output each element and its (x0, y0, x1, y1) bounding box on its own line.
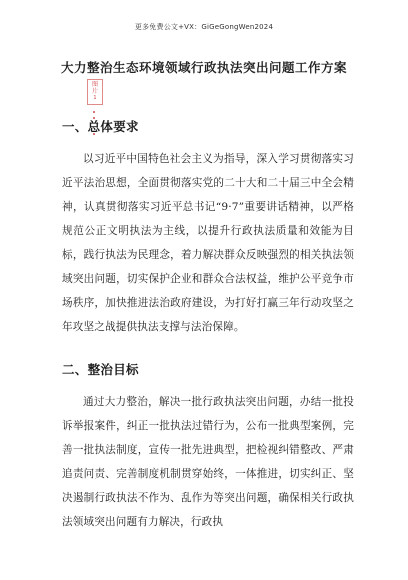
stamp-dot (93, 111, 95, 113)
stamp-number: 1 (93, 95, 97, 101)
section-heading-general-requirements: 一、总体要求 (62, 119, 139, 134)
stamp-char-1: 图 (91, 81, 98, 88)
section-heading-goals: 二、整治目标 (62, 362, 139, 377)
stamp-char-2: 片 (91, 88, 98, 95)
image-placeholder-stamp (87, 79, 103, 105)
watermark-text: 更多免费公文+VX：GiGeGongWen2024 (134, 23, 274, 31)
section-paragraph-general-requirements: 以习近平中国特色社会主义为指导，深入学习贯彻落实习近平法治思想，全面贯彻落实党的二十大和二十届三中全会精神，认真贯彻落实习近平总书记“9·7”重要讲话精神，以严格规范公正文明执法为主线，以提升行政执法质量和效能为目标，践行执法为民理念，着力解决群众反映强烈的相关执法领域突出问题，切实保护企业和群众合法权益，维护公平竞争市场秩序，加快推进法治政府建设，为打好打赢三年行动攻坚之年攻坚之战提供执法支撑与法治保障。 (62, 153, 354, 333)
document-title: 大力整治生态环境领域行政执法突出问题工作方案 (60, 60, 347, 75)
section-paragraph-goals: 通过大力整治，解决一批行政执法突出问题，办结一批投诉举报案件，纠正一批执法过错行为，公布一批典型案例，完善一批执法制度，宣传一批先进典型，把检视纠错整改、严肃追责问责、完善制度机制贯穿始终，一体推进，切实纠正、坚决遏制行政执法不作为、乱作为等突出问题，确保相关行政执法领域突出问题有力解决，行政执 (62, 396, 354, 528)
